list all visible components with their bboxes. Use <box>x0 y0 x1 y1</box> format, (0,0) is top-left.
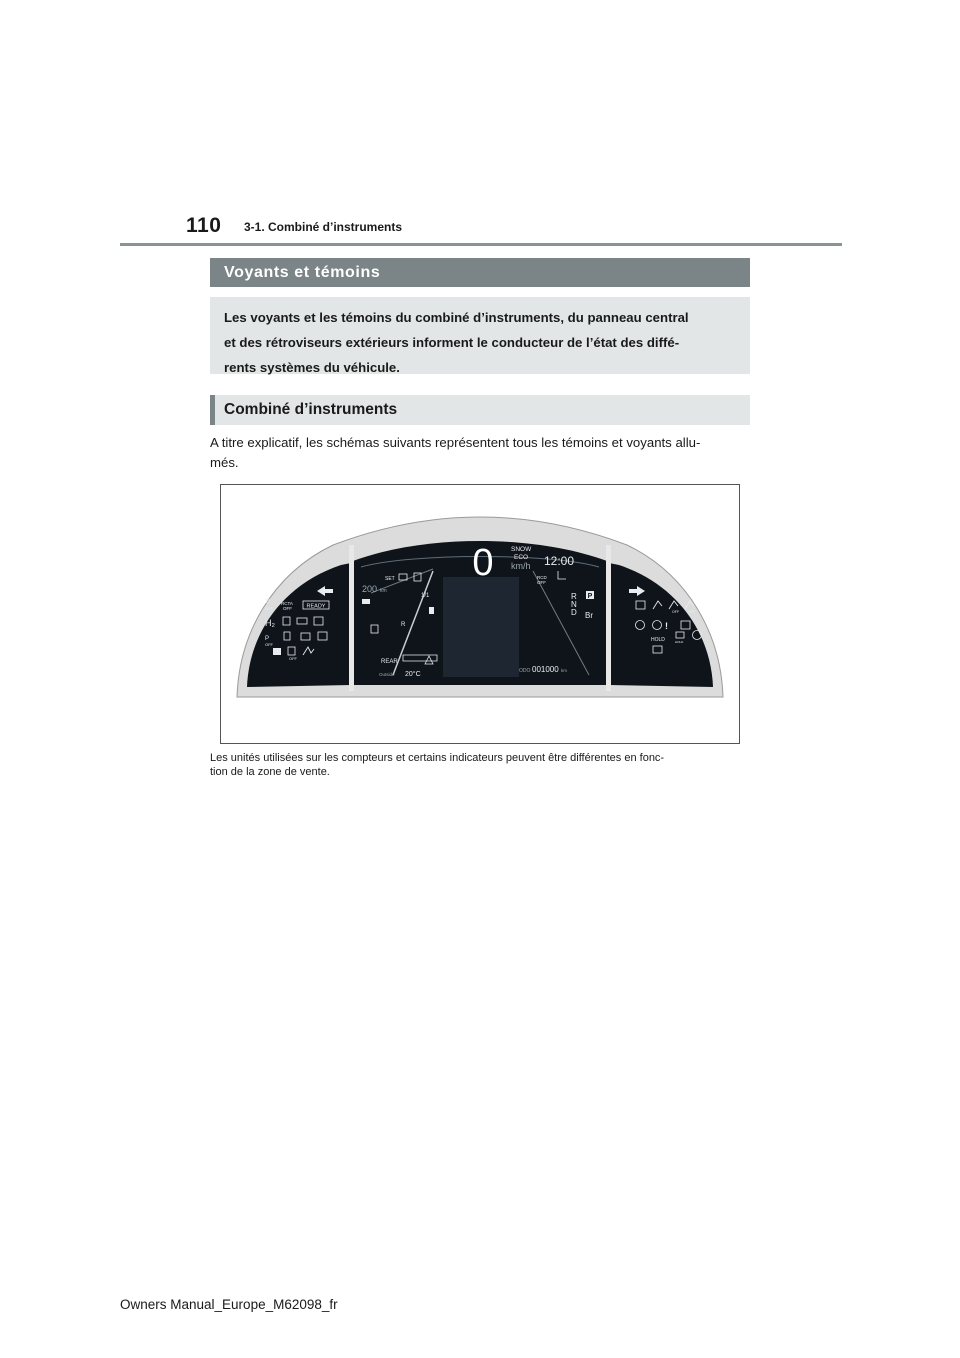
drive-mode-eco: ECO <box>514 554 529 561</box>
figure-caption <box>210 751 750 779</box>
page-number: 110 <box>186 214 222 237</box>
dashboard-illustration <box>221 485 739 743</box>
ready-label: READY <box>306 603 326 610</box>
rear-label: REAR <box>381 659 398 665</box>
odo-value: 001000 <box>532 665 559 674</box>
p-label: P <box>265 636 270 642</box>
rcd-label: RCD <box>537 575 547 580</box>
right-divider <box>606 545 611 691</box>
header-divider <box>120 243 842 246</box>
body-paragraph <box>210 433 750 473</box>
h2-label: H₂ <box>265 618 275 628</box>
clock: 12:00 <box>544 554 575 568</box>
battery-icon <box>273 648 281 655</box>
sub-heading: Combiné d’instruments <box>210 395 750 425</box>
left-off-label: OFF <box>289 656 297 661</box>
odo-label: ODO <box>519 668 531 674</box>
outside-label: Outside <box>379 672 395 677</box>
caption-line: tion de la zone de vente. <box>210 766 330 778</box>
key-icon <box>362 599 370 604</box>
rcd-off-label: OFF <box>537 580 546 585</box>
brake-label: Br <box>585 611 593 620</box>
intro-line: et des rétroviseurs extérieurs informent le conducteur de l’état des diffé- <box>224 335 680 350</box>
outside-temperature: 20°C <box>405 671 421 678</box>
drive-mode-snow: SNOW <box>511 546 532 553</box>
left-divider <box>349 545 354 691</box>
p-off-label: OFF <box>265 642 273 647</box>
range-value: 200 <box>362 584 378 594</box>
body-line: A titre explicatif, les schémas suivants représentent tous les témoins et voyants allu- <box>210 435 701 450</box>
range-unit: km <box>380 588 387 594</box>
park-label: P <box>587 593 593 600</box>
main-heading: Voyants et témoins <box>210 258 750 287</box>
gauge-r-label: R <box>401 622 406 628</box>
center-band <box>443 577 519 677</box>
door-icon <box>429 607 434 614</box>
body-line: més. <box>210 455 239 470</box>
exclamation-icon: ! <box>665 621 668 631</box>
odo-unit: km <box>561 668 567 673</box>
section-title: 3-1. Combiné d’instruments <box>244 220 403 234</box>
right-off-label-1: OFF <box>672 610 679 614</box>
intro-line: Les voyants et les témoins du combiné d’instruments, du panneau central <box>224 310 689 325</box>
b-off-label: OFF <box>265 606 273 611</box>
shift-n: N <box>571 600 577 609</box>
fraction-label: 1/1 <box>421 593 430 599</box>
footer-document-id: Owners Manual_Europe_M62098_fr <box>120 1297 338 1312</box>
speed-unit: km/h <box>511 561 531 571</box>
hold-small-label: HOLD <box>675 640 684 644</box>
shift-d: D <box>571 608 577 617</box>
hold-label: HOLD <box>651 637 665 643</box>
right-off-label-2: OFF <box>688 610 695 614</box>
caption-line: Les unités utilisées sur les compteurs et certains indicateurs peuvent être différentes en fonc- <box>210 752 665 764</box>
rcta-label: RCTA <box>281 601 293 606</box>
rcta-off-label: OFF <box>283 606 292 611</box>
shift-r: R <box>571 592 577 601</box>
set-label: SET <box>385 576 395 582</box>
intro-box <box>210 297 750 374</box>
speed-value: 0 <box>472 542 494 584</box>
instrument-cluster-figure <box>220 484 740 744</box>
intro-line: rents systèmes du véhicule. <box>224 360 400 375</box>
b-label: B <box>266 599 271 605</box>
